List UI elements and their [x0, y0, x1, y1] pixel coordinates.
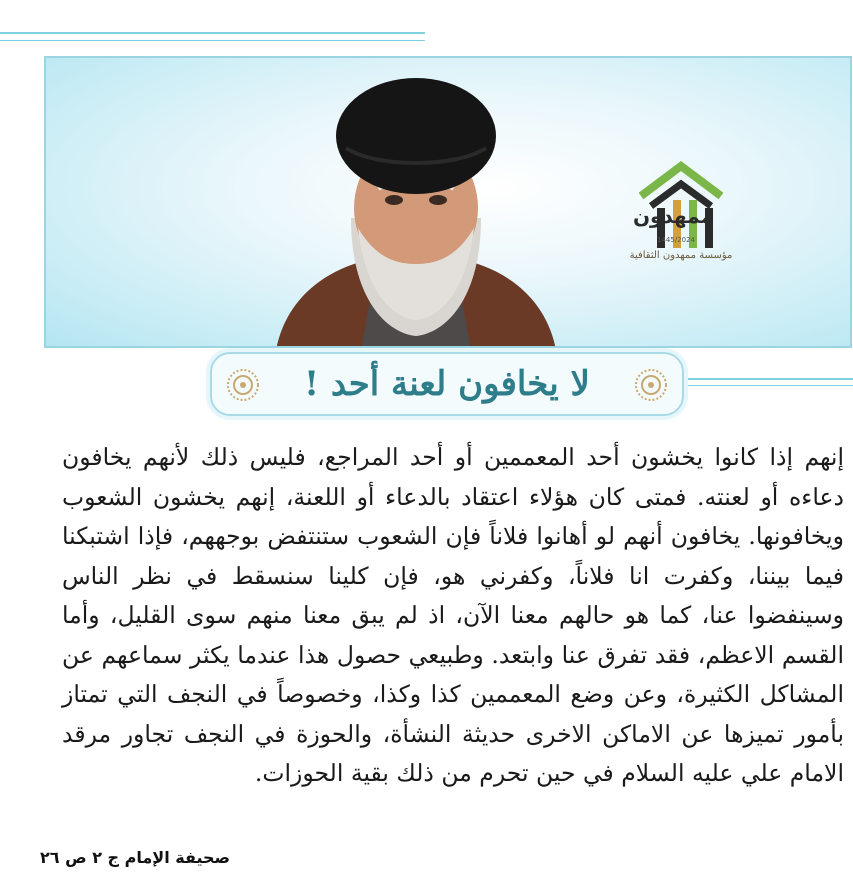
title-decorative-rule: [680, 378, 853, 386]
top-decorative-rule: [0, 32, 425, 41]
source-citation: صحيفة الإمام ج ٢ ص ٢٦: [40, 848, 230, 867]
logo-year: 1445/2024: [657, 236, 695, 244]
portrait-banner: [44, 56, 852, 348]
portrait-image: [266, 68, 566, 348]
rosette-icon: [226, 368, 260, 402]
rosette-icon: [634, 368, 668, 402]
logo-brand: ممهدون: [632, 204, 714, 228]
logo-organization: مؤسسة ممهدون الثقافية: [629, 250, 733, 261]
quote-body: إنهم إذا كانوا يخشون أحد المعممين أو أحد المراجع، فليس ذلك لأنهم يخافون دعاءه أو لعنته. فمتى كان هؤلاء اعتقاد بالدعاء أو اللعنة، إنهم يخشون الشعوب ويخافونها. يخافون أنهم لو أهانوا فلاناً فإن الشعوب ستنتفض بوجههم، فإذا اشتبكنا فيما بيننا، وكفرت انا فلاناً، وكفرني هو، فإن كلينا سنسقط في نظر الناس وسينفضوا عنا، كما هو حالهم معنا الآن، اذ لم يبق معنا منهم سوى القليل، وأما القسم الاعظم، فقد تفرق عنا وابتعد. وطبيعي حصول هذا عندما يكثر سماعهم عن المشاكل الكثيرة، وعن وضع المعممين كذا وكذا، وخصوصاً في النجف التي تمتاز بأمور تميزها عن الاماكن الاخرى حديثة النشأة، والحوزة في النجف تجاور مرقد الامام علي عليه السلام في حين تحرم من ذلك بقية الحوزات.: [62, 443, 844, 787]
page-title: لا يخافون لعنة أحد !: [304, 364, 590, 404]
title-box: [210, 352, 684, 416]
